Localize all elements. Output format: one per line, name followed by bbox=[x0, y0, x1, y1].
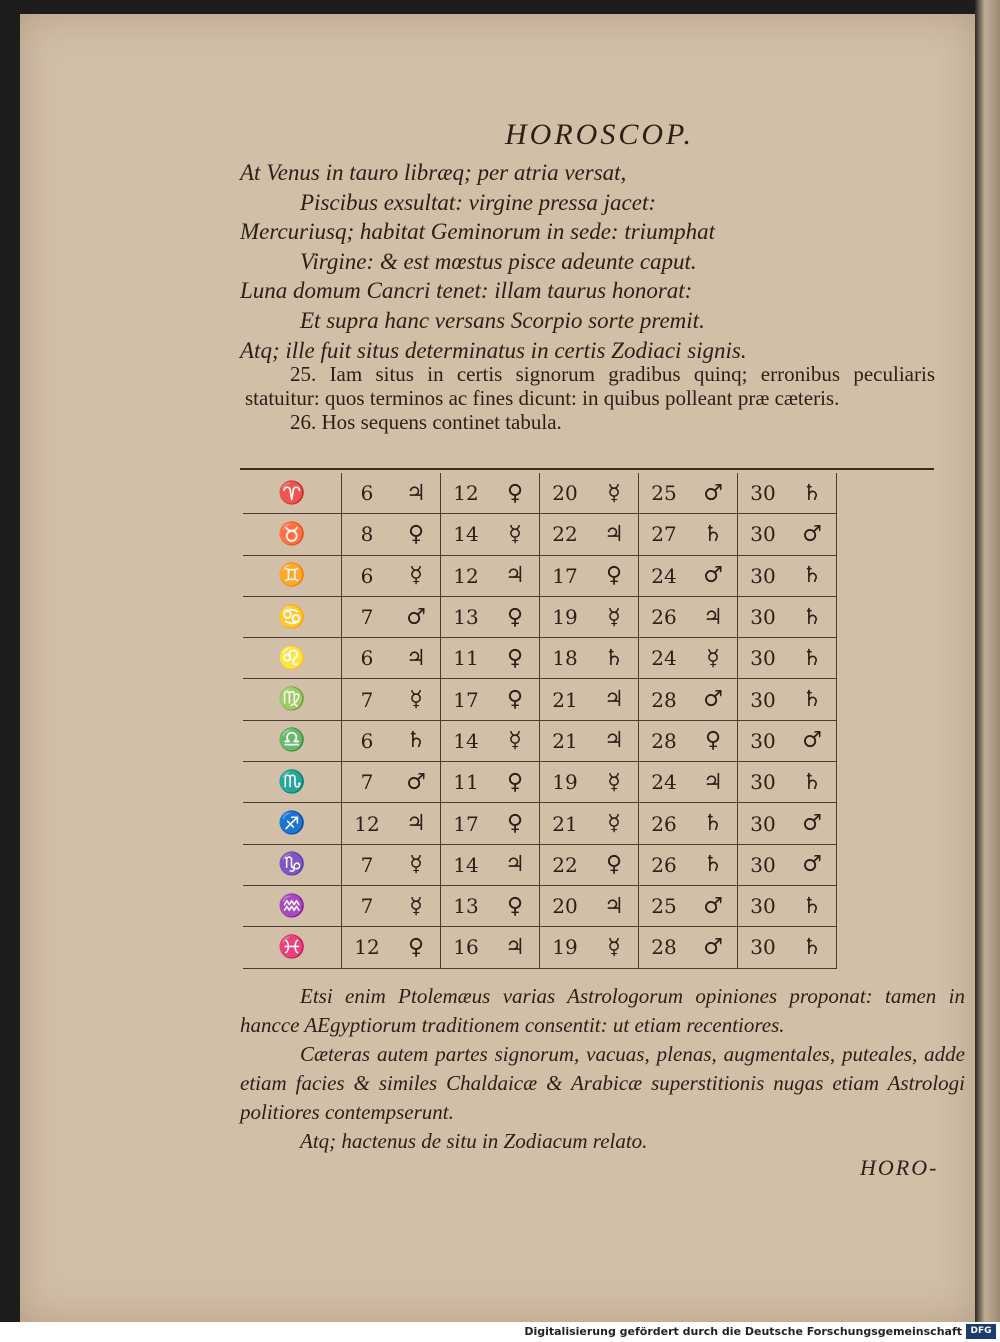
degree-cell: 21 bbox=[540, 803, 591, 844]
degree-cell: 19 bbox=[540, 762, 591, 803]
degree-cell: 7 bbox=[342, 679, 393, 720]
verse-line: Et supra hanc versans Scorpio sorte premit. bbox=[300, 307, 705, 333]
degree-cell: 12 bbox=[441, 555, 492, 596]
planet-icon: ♃ bbox=[689, 596, 738, 637]
degree-cell: 25 bbox=[639, 885, 690, 926]
degree-cell: 22 bbox=[540, 514, 591, 555]
degree-cell: 30 bbox=[738, 555, 789, 596]
zodiac-sign-icon: ♈ bbox=[243, 473, 342, 514]
closing-paragraph: Atq; hactenus de situ in Zodiacum relato. bbox=[300, 1129, 648, 1153]
degree-cell: 26 bbox=[639, 596, 690, 637]
planet-icon: ♄ bbox=[788, 473, 837, 514]
planet-icon: ♄ bbox=[788, 762, 837, 803]
degree-cell: 14 bbox=[441, 514, 492, 555]
planet-icon: ♂ bbox=[788, 803, 837, 844]
planet-icon: ♃ bbox=[590, 514, 639, 555]
planet-icon: ♂ bbox=[689, 885, 738, 926]
closing-paragraph: Cæteras autem partes signorum, vacuas, plenas, augmentales, puteales, adde etiam facies & similes Chaldaicæ & Arabicæ superstitionis nugas etiam Astrologi politiores contempserunt. bbox=[240, 1042, 965, 1124]
planet-icon: ♃ bbox=[590, 679, 639, 720]
planet-icon: ♃ bbox=[590, 885, 639, 926]
footer-credit: Digitalisierung gefördert durch die Deutsche Forschungsgemeinschaft bbox=[524, 1325, 962, 1338]
planet-icon: ☿ bbox=[491, 720, 540, 761]
planet-icon: ♃ bbox=[689, 762, 738, 803]
degree-cell: 21 bbox=[540, 720, 591, 761]
planet-icon: ☿ bbox=[392, 679, 441, 720]
zodiac-sign-icon: ♎ bbox=[243, 720, 342, 761]
degree-cell: 30 bbox=[738, 596, 789, 637]
planet-icon: ☿ bbox=[590, 473, 639, 514]
degree-cell: 20 bbox=[540, 473, 591, 514]
planet-icon: ♂ bbox=[689, 679, 738, 720]
planet-icon: ♀ bbox=[590, 555, 639, 596]
verse-line: Atq; ille fuit situs determinatus in certis Zodiaci signis. bbox=[240, 337, 747, 363]
degree-cell: 14 bbox=[441, 720, 492, 761]
degree-cell: 7 bbox=[342, 762, 393, 803]
planet-icon: ♂ bbox=[689, 555, 738, 596]
degree-cell: 20 bbox=[540, 885, 591, 926]
degree-cell: 13 bbox=[441, 596, 492, 637]
table-row bbox=[243, 555, 871, 596]
table-top-rule bbox=[240, 468, 934, 470]
planet-icon: ♂ bbox=[788, 844, 837, 885]
degree-cell: 28 bbox=[639, 927, 690, 968]
table-row bbox=[243, 720, 871, 761]
zodiac-sign-icon: ♏ bbox=[243, 762, 342, 803]
planet-icon: ☿ bbox=[590, 927, 639, 968]
table-margin-cell bbox=[837, 885, 872, 926]
planet-icon: ♀ bbox=[491, 473, 540, 514]
degree-cell: 24 bbox=[639, 555, 690, 596]
planet-icon: ♀ bbox=[491, 762, 540, 803]
dfg-logo: DFG bbox=[966, 1324, 996, 1339]
footer-bar bbox=[0, 1322, 1000, 1342]
degree-cell: 17 bbox=[441, 679, 492, 720]
planet-icon: ♃ bbox=[392, 803, 441, 844]
degree-cell: 28 bbox=[639, 679, 690, 720]
degree-cell: 17 bbox=[441, 803, 492, 844]
zodiac-sign-icon: ♐ bbox=[243, 803, 342, 844]
planet-icon: ♀ bbox=[491, 638, 540, 679]
table-row bbox=[243, 927, 871, 968]
planet-icon: ♄ bbox=[788, 679, 837, 720]
planet-icon: ♂ bbox=[392, 762, 441, 803]
degree-cell: 24 bbox=[639, 638, 690, 679]
degree-cell: 13 bbox=[441, 885, 492, 926]
zodiac-sign-icon: ♓ bbox=[243, 927, 342, 968]
terms-table bbox=[243, 473, 871, 969]
table-margin-cell bbox=[837, 927, 872, 968]
paragraph-26: 26. Hos sequens continet tabula. bbox=[290, 410, 562, 434]
planet-icon: ♄ bbox=[788, 927, 837, 968]
planet-icon: ♂ bbox=[689, 473, 738, 514]
table-margin-cell bbox=[837, 720, 872, 761]
planet-icon: ♀ bbox=[491, 679, 540, 720]
degree-cell: 30 bbox=[738, 473, 789, 514]
degree-cell: 11 bbox=[441, 762, 492, 803]
degree-cell: 6 bbox=[342, 555, 393, 596]
degree-cell: 30 bbox=[738, 679, 789, 720]
planet-icon: ♂ bbox=[689, 927, 738, 968]
table-margin-cell bbox=[837, 762, 872, 803]
planet-icon: ♄ bbox=[689, 803, 738, 844]
degree-cell: 6 bbox=[342, 473, 393, 514]
planet-icon: ♃ bbox=[491, 844, 540, 885]
degree-cell: 30 bbox=[738, 927, 789, 968]
planet-icon: ♀ bbox=[590, 844, 639, 885]
degree-cell: 27 bbox=[639, 514, 690, 555]
planet-icon: ♄ bbox=[689, 844, 738, 885]
running-head: HOROSCOP. bbox=[505, 118, 694, 151]
planet-icon: ♂ bbox=[788, 514, 837, 555]
degree-cell: 12 bbox=[342, 927, 393, 968]
table-row bbox=[243, 638, 871, 679]
table-margin-cell bbox=[837, 679, 872, 720]
verse-line: Piscibus exsultat: virgine pressa jacet: bbox=[300, 189, 656, 215]
degree-cell: 19 bbox=[540, 596, 591, 637]
degree-cell: 12 bbox=[342, 803, 393, 844]
catchword: HORO- bbox=[860, 1155, 939, 1180]
degree-cell: 19 bbox=[540, 927, 591, 968]
planet-icon: ♄ bbox=[392, 720, 441, 761]
verse-line: Luna domum Cancri tenet: illam taurus honorat: bbox=[240, 278, 693, 304]
degree-cell: 18 bbox=[540, 638, 591, 679]
degree-cell: 26 bbox=[639, 803, 690, 844]
degree-cell: 6 bbox=[342, 638, 393, 679]
table-row bbox=[243, 762, 871, 803]
paragraph-25: 25. Iam situs in certis signorum gradibus quinq; erronibus peculiaris statuitur: quos terminos ac fines dicunt: in quibus polleant præ cæteris. bbox=[245, 362, 935, 410]
zodiac-sign-icon: ♊ bbox=[243, 555, 342, 596]
degree-cell: 17 bbox=[540, 555, 591, 596]
degree-cell: 28 bbox=[639, 720, 690, 761]
closing-paragraph: Etsi enim Ptolemæus varias Astrologorum opiniones proponat: tamen in hancce AEgyptiorum traditionem consentit: ut etiam recentiores. bbox=[240, 984, 965, 1037]
closing-text bbox=[240, 982, 965, 1156]
zodiac-sign-icon: ♋ bbox=[243, 596, 342, 637]
table-row bbox=[243, 514, 871, 555]
planet-icon: ♂ bbox=[392, 596, 441, 637]
degree-cell: 24 bbox=[639, 762, 690, 803]
degree-cell: 30 bbox=[738, 638, 789, 679]
degree-cell: 7 bbox=[342, 596, 393, 637]
degree-cell: 16 bbox=[441, 927, 492, 968]
table-row bbox=[243, 596, 871, 637]
degree-cell: 26 bbox=[639, 844, 690, 885]
table-margin-cell bbox=[837, 638, 872, 679]
degree-cell: 7 bbox=[342, 844, 393, 885]
table-margin-cell bbox=[837, 803, 872, 844]
zodiac-sign-icon: ♍ bbox=[243, 679, 342, 720]
planet-icon: ☿ bbox=[392, 885, 441, 926]
degree-cell: 25 bbox=[639, 473, 690, 514]
degree-cell: 30 bbox=[738, 844, 789, 885]
degree-cell: 30 bbox=[738, 803, 789, 844]
planet-icon: ♄ bbox=[788, 596, 837, 637]
verse-line: Virgine: & est mœstus pisce adeunte caput. bbox=[300, 248, 697, 274]
planet-icon: ♀ bbox=[689, 720, 738, 761]
planet-icon: ♀ bbox=[392, 514, 441, 555]
table-margin-cell bbox=[837, 596, 872, 637]
degree-cell: 11 bbox=[441, 638, 492, 679]
terms-table-body bbox=[243, 473, 871, 968]
planet-icon: ☿ bbox=[590, 803, 639, 844]
table-margin-cell bbox=[837, 514, 872, 555]
degree-cell: 22 bbox=[540, 844, 591, 885]
planet-icon: ♂ bbox=[788, 720, 837, 761]
degree-cell: 30 bbox=[738, 885, 789, 926]
zodiac-sign-icon: ♑ bbox=[243, 844, 342, 885]
table-margin-cell bbox=[837, 473, 872, 514]
page-edge bbox=[975, 0, 1000, 1322]
planet-icon: ♀ bbox=[491, 596, 540, 637]
table-margin-cell bbox=[837, 555, 872, 596]
zodiac-sign-icon: ♌ bbox=[243, 638, 342, 679]
planet-icon: ♄ bbox=[788, 555, 837, 596]
planet-icon: ♃ bbox=[392, 473, 441, 514]
planet-icon: ♃ bbox=[590, 720, 639, 761]
verse-line: Mercuriusq; habitat Geminorum in sede: triumphat bbox=[240, 219, 716, 245]
planet-icon: ♄ bbox=[590, 638, 639, 679]
planet-icon: ♀ bbox=[491, 803, 540, 844]
table-row bbox=[243, 803, 871, 844]
planet-icon: ☿ bbox=[689, 638, 738, 679]
table-row bbox=[243, 473, 871, 514]
prose-block bbox=[245, 362, 935, 434]
degree-cell: 30 bbox=[738, 762, 789, 803]
planet-icon: ♃ bbox=[392, 638, 441, 679]
planet-icon: ♀ bbox=[491, 885, 540, 926]
zodiac-sign-icon: ♒ bbox=[243, 885, 342, 926]
planet-icon: ☿ bbox=[392, 844, 441, 885]
degree-cell: 7 bbox=[342, 885, 393, 926]
planet-icon: ☿ bbox=[590, 762, 639, 803]
table-margin-cell bbox=[837, 844, 872, 885]
degree-cell: 21 bbox=[540, 679, 591, 720]
degree-cell: 30 bbox=[738, 514, 789, 555]
planet-icon: ♃ bbox=[491, 555, 540, 596]
planet-icon: ♄ bbox=[788, 885, 837, 926]
planet-icon: ☿ bbox=[590, 596, 639, 637]
table-row bbox=[243, 679, 871, 720]
planet-icon: ♃ bbox=[491, 927, 540, 968]
degree-cell: 8 bbox=[342, 514, 393, 555]
planet-icon: ♄ bbox=[689, 514, 738, 555]
degree-cell: 6 bbox=[342, 720, 393, 761]
table-row bbox=[243, 885, 871, 926]
planet-icon: ♄ bbox=[788, 638, 837, 679]
table-row bbox=[243, 844, 871, 885]
verse-block bbox=[240, 158, 940, 365]
planet-icon: ♀ bbox=[392, 927, 441, 968]
zodiac-sign-icon: ♉ bbox=[243, 514, 342, 555]
degree-cell: 30 bbox=[738, 720, 789, 761]
verse-line: At Venus in tauro libræq; per atria versat, bbox=[240, 160, 627, 185]
planet-icon: ☿ bbox=[491, 514, 540, 555]
planet-icon: ☿ bbox=[392, 555, 441, 596]
degree-cell: 12 bbox=[441, 473, 492, 514]
degree-cell: 14 bbox=[441, 844, 492, 885]
